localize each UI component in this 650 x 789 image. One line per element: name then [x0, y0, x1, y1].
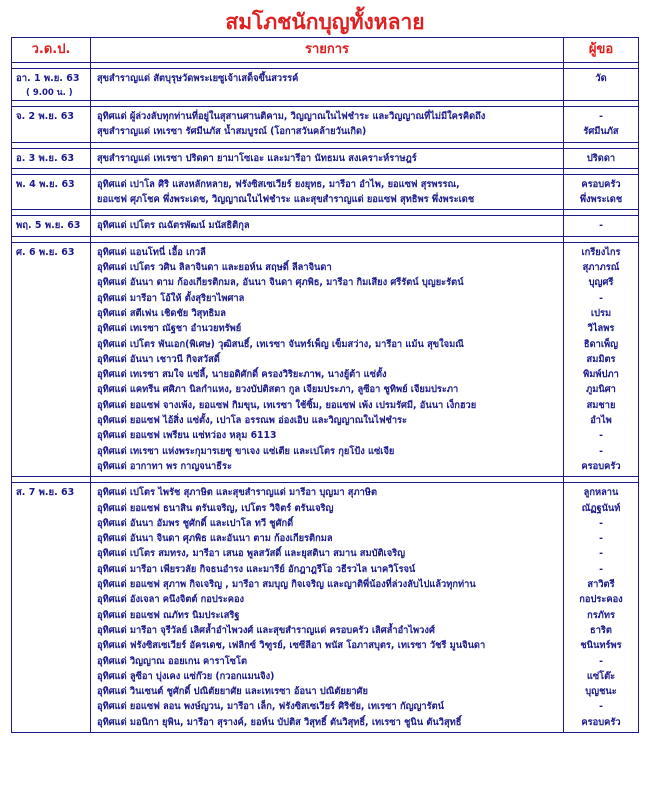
requester-cell: [564, 174, 639, 210]
items-cell: [91, 107, 564, 143]
date-cell: [12, 216, 91, 236]
requester-cell: [564, 216, 639, 236]
requester-name: -: [599, 292, 603, 304]
table-row: [12, 483, 639, 733]
items-cell: [91, 148, 564, 168]
intention-line: อุทิศแด่ เปโตร วศิน ลิลาจินดา และยอห์น สฤษดิ์ ลีลาจินดา: [97, 262, 332, 274]
intention-line: อุทิศแด่ อันนา อัมพร ชูศักดิ์ และเปาโล ทวี ชูศักดิ์: [97, 517, 294, 529]
requester-name: พิมพ์ปภา: [583, 369, 619, 381]
requester-name: -: [599, 655, 603, 667]
table-row: [12, 242, 639, 476]
requester-name: บุญชนะ: [585, 686, 617, 698]
intention-line: อุทิศแด่ ผู้ล่วงลับทุกท่านที่อยู่ในสุสานศานติคาม, วิญญาณในไฟชำระ และวิญญาณที่ไม่มีใครคิดถึง: [97, 111, 486, 122]
intention-line: อุทิศแด่ ยอแซฟ สุภาพ กิจเจริญ , มารีอา สมบุญ กิจเจริญ และญาติพี่น้องที่ล่วงลับไปแล้วทุกท่าน: [97, 579, 476, 591]
intention-line: อุทิศแด่ แคทรีน ศศิภา นิลกำแหง, ยวงบัปติสตา กูล เจียมประภา, ลูซีอา ชูทิพย์ เจียมประภา: [97, 384, 459, 396]
requester-name: พึ่งพระเดช: [579, 194, 623, 206]
date-label: ส. 7 พ.ย. 63: [16, 487, 75, 499]
requester-name: ธิดาเพ็ญ: [583, 338, 619, 350]
date-cell: [12, 69, 91, 101]
table-row: [12, 216, 639, 236]
requester-name: สุภาภรณ์: [582, 262, 620, 274]
requester-name: เกรียงไกร: [581, 246, 621, 258]
date-label: อ. 3 พ.ย. 63: [16, 152, 75, 164]
requester-name: เปรม: [590, 307, 612, 319]
requester-name: ชนินทร์พร: [580, 640, 622, 652]
header-items: รายการ: [91, 38, 564, 63]
requester-name: -: [599, 220, 603, 232]
date-cell: [12, 242, 91, 476]
requester-name: รัศมีนภัส: [583, 126, 619, 138]
requester-name: -: [599, 548, 603, 560]
table-row: [12, 69, 639, 101]
requester-name: ครอบครัว: [581, 716, 621, 728]
page-title: สมโภชนักบุญทั้งหลาย: [225, 10, 425, 34]
intention-line: อุทิศแด่ มารีอา เพียรวลัย กิจธนอำรง และมารีย์ อักฎาฎรีโอ วธีรวไล นาควิโรจน์: [97, 563, 416, 575]
header-requester: ผู้ขอ: [564, 38, 639, 63]
date-label: อา. 1 พ.ย. 63: [16, 73, 80, 84]
requester-cell: [564, 242, 639, 476]
requester-name: -: [599, 430, 603, 442]
intention-line: อุทิศแด่ อากาทา พร กาญจนาธีระ: [97, 460, 232, 472]
intention-line: สุขสำราญแด่ เทเรซา ปริดดา ยามาโซเอะ และมารีอา นัทธมน สงเคราะห์ราษฎร์: [97, 152, 417, 164]
intention-line: อุทิศแด่ เทเรซา ณัฐชา อำนวยทรัพย์: [97, 323, 242, 335]
requester-cell: [564, 483, 639, 733]
requester-name: ครอบครัว: [581, 460, 621, 472]
date-label: พ. 4 พ.ย. 63: [16, 178, 75, 190]
intention-line: อุทิศแด่ ยอแซฟ จางเพ้ง, ยอแซฟ กิมขุน, เทเรซา ใช้ซิ้ม, ยอแซฟ เพ้ง เปรมรัศมี, อันนา เง็กฮวย: [97, 399, 477, 411]
requester-cell: [564, 107, 639, 143]
intention-line: อุทิศแด่ อังเจลา คนึงจิตต์ กอประคอง: [97, 594, 245, 606]
items-cell: [91, 69, 564, 101]
intention-line: อุทิศแด่ มารีอา จุรีวัลย์ เลิศล้ำอำไพวงศ์ และสุขสำราญแด่ ครอบครัว เลิศล้ำอำไพวงศ์: [97, 624, 435, 636]
intention-line: อุทิศแด่ ยอแซฟ ลอน พงษ์ญวน, มารีอา เล็ก, ฟรังซิสเซเวียร์ ศิริชัย, เทเรซา กัญญารัตน์: [97, 701, 445, 713]
intention-line: สุขสำราญแด่ สัตบุรุษวัดพระเยซูเจ้าเสด็จขึ้นสวรรค์: [97, 73, 299, 84]
requester-name: ณัฏฐนันท์: [581, 502, 621, 514]
requester-name: แซ่โต๊ะ: [586, 670, 616, 682]
requester-name: -: [599, 563, 603, 575]
requester-name: สมมิตร: [586, 353, 616, 365]
intention-line: อุทิศแด่ ฟรังซิสเซเวียร์ อัครเดช, เฟลิกซ์ วิฑูรย์, เซซีลีอา พนัส โอภาสบุตร, เทเรซา วัชรี มูนจินดา: [97, 640, 486, 652]
intention-line: อุทิศแด่ ยอแซฟ เพรียน แซ่หว่อง หลุม 6113: [97, 430, 277, 442]
requester-name: ภูมนิศา: [586, 384, 616, 396]
intention-line: อุทิศแด่ เปาโล ศิริ แสงหลักหลาย, ฟรังซิสเซเวียร์ ยงยุทธ, มารีอา อำไพ, ยอแซฟ สุรพรรณ,: [97, 178, 460, 190]
requester-name: กรภัทร: [587, 609, 615, 621]
requester-name: ปริดดา: [586, 152, 616, 164]
requester-name: ธาริต: [590, 624, 612, 636]
items-cell: [91, 174, 564, 210]
table-header-row: [12, 38, 639, 63]
requester-name: วัด: [595, 73, 607, 84]
intention-line: อุทิศแด่ ยอแซฟ ไอ้สิ่ง แซ่ตั้ง, เปาโล อรรณพ อ่องเอิบ และวิญญาณในไฟชำระ: [97, 415, 408, 427]
table-row: [12, 174, 639, 210]
intention-line: อุทิศแด่ มารีอา โอ้ให้ ตั้งสุริยาไพศาล: [97, 292, 245, 304]
intention-line: อุทิศแด่ เทเรซา สมใจ แซ่ลี้, นายอดิศักดิ์ ครองวิริยะภาพ, นางยู้ต้า แซ่ตั้ง: [97, 369, 387, 381]
requester-name: วิไลพร: [587, 323, 615, 335]
intention-line: อุทิศแด่ เปโตร พันเอก(พิเศษ) วุฒิสนธิ์, เทเรซา จันทร์เพ็ญ เข็มสว่าง, มารีอา แม้น สุขใจมณี: [97, 338, 464, 350]
items-cell: [91, 242, 564, 476]
intention-line: อุทิศแด่ แอนโทนี่ เอื้อ เกวลี: [97, 246, 206, 258]
requester-name: อำไพ: [590, 415, 612, 427]
requester-name: -: [599, 533, 603, 545]
date-cell: [12, 174, 91, 210]
intention-line: อุทิศแด่ อันนา เชาวนี กิจสวัสดิ์: [97, 353, 220, 365]
intentions-table: [11, 37, 639, 733]
intention-line: อุทิศแด่ เปโตร ณฉัตรพัฒน์ มนัสธิติกุล: [97, 220, 250, 232]
intention-line: อุทิศแด่ วินเซนต์ ชูศักดิ์ ปณิตัยยาศัย และเทเรซา อ้อนา ปณิตัยยาศัย: [97, 686, 368, 698]
intention-line: อุทิศแด่ ยอแซฟ ณภัทร นิมประเสริฐ: [97, 609, 240, 621]
requester-cell: [564, 69, 639, 101]
requester-name: ครอบครัว: [581, 178, 621, 190]
date-cell: [12, 483, 91, 733]
intention-line: ยอแซฟ ศุภโชค พึ่งพระเดช, วิญญาณในไฟชำระ และสุขสำราญแด่ ยอแซฟ สุทธิพร พึ่งพระเดช: [97, 194, 475, 206]
requester-name: -: [599, 517, 603, 529]
date-label: พฤ. 5 พ.ย. 63: [16, 220, 81, 232]
table-row: [12, 107, 639, 143]
requester-name: สาวิตรี: [587, 579, 615, 591]
items-cell: [91, 216, 564, 236]
requester-name: กอประคอง: [579, 594, 623, 606]
intention-line: สุขสำราญแด่ เทเรซา รัศมีนภัส น้ำสมบูรณ์ (โอกาสวันคล้ายวันเกิด): [97, 126, 367, 138]
intention-line: อุทิศแด่ อันนา ดาม ก้องเกียรติกมล, อันนา จินดา ศุภพิธ, มารีอา กิมเสียง ศรีรัตน์ บุญยะรัตน์: [97, 277, 464, 289]
requester-name: บุญศรี: [588, 277, 614, 289]
requester-cell: [564, 148, 639, 168]
table-row: [12, 148, 639, 168]
date-time: ( 9.00 น. ): [26, 88, 73, 98]
requester-name: สมชาย: [586, 399, 616, 411]
items-cell: [91, 483, 564, 733]
date-cell: [12, 107, 91, 143]
requester-name: -: [599, 445, 603, 457]
intention-line: อุทิศแด่ วิญญาณ ออยเกน คาราโซโต: [97, 655, 248, 667]
intention-line: อุทิศแด่ อันนา จินดา ศุภพิธ และอันนา ตาม ก้องเกียรติกมล: [97, 533, 333, 545]
intention-line: อุทิศแด่ เทเรซา แห่งพระกุมารเยซู ขาเจง แซ่เตีย และเปโตร กุยโป้ง แซ่เจีย: [97, 445, 395, 457]
date-cell: [12, 148, 91, 168]
intention-line: อุทิศแด่ เปโตร สมทรง, มารีอา เสนอ พูลสวัสดิ์ และยุสตินา สมาน สมบัติเจริญ: [97, 548, 406, 560]
intention-line: อุทิศแด่ สตีเฟน เชิดชัย วิสุทธิมล: [97, 307, 226, 319]
intention-line: อุทิศแด่ เปโตร ไพรัช สุภาษิต และสุขสำราญแด่ มารีอา บุญมา สุภาษิต: [97, 487, 377, 499]
requester-name: -: [599, 701, 603, 713]
header-date: ว.ด.ป.: [12, 38, 91, 63]
date-label: จ. 2 พ.ย. 63: [16, 111, 74, 122]
intention-line: อุทิศแด่ มอนิกา ยุพิน, มารีอา สุรางค์, ยอห์น บัปติส วิสุทธิ์ ตันวิสุทธิ์, เทเรซา ชูนิน ตันวิสุทธิ์: [97, 716, 462, 728]
requester-name: ลูกหลาน: [583, 487, 619, 499]
intention-line: อุทิศแด่ ยอแซฟ ธนาสิน ตรันเจริญ, เปโตร วิจิตร์ ตรันเจริญ: [97, 502, 334, 514]
date-label: ศ. 6 พ.ย. 63: [16, 246, 75, 258]
requester-name: -: [599, 111, 603, 122]
intention-line: อุทิศแด่ ลูซีอา บุ่งเคง แซ่ก๊วย (กวอกแมนจิง): [97, 670, 275, 682]
